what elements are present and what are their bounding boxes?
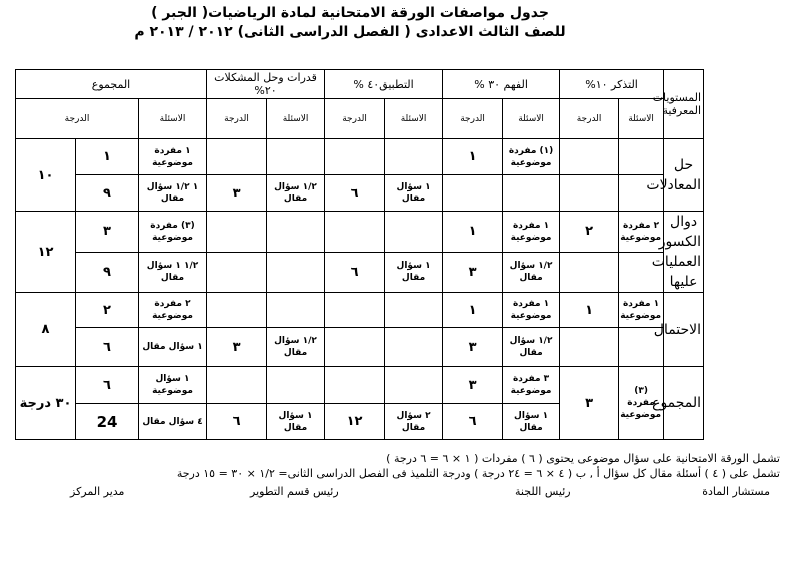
understand-grade-header: الدرجة	[443, 99, 503, 139]
signature-development-head: رئيس قسم التطوير	[250, 485, 339, 498]
sum-understand-grade-1: ٣	[443, 367, 503, 404]
sum-total-n2: 24	[76, 404, 139, 440]
level-fractions: دوال الكسور العمليات عليها	[664, 212, 704, 293]
sum-understand-q-2: ١ سؤال مقال	[503, 404, 560, 440]
sum-remember-q: (٣) مفردة موضوعية	[619, 367, 664, 440]
header-remember: التذكر ١٠%	[560, 70, 664, 99]
sum-total-n1: ٦	[76, 367, 139, 404]
frac-total-q2: ١/٢ ١ سؤال مقال	[139, 252, 207, 293]
eq-total-n1: ١	[76, 139, 139, 175]
header-total: المجموع	[16, 70, 207, 99]
frac-understand-q-2: ١/٢ سؤال مقال	[503, 252, 560, 293]
remember-questions-header: الاسئلة	[619, 99, 664, 139]
eq-understand-grade-1: ١	[443, 139, 503, 175]
specification-table	[15, 69, 790, 440]
footer-line-2: تشمل على ( ٤ ) أسئلة مقال كل سؤال أ , ب ( ٤ × ٦ = ٢٤ درجة ) ودرجة التلميذ فى الفصل الدراسى الثانى= ١/٢ × ٣٠ = ١٥ درجة	[176, 467, 780, 480]
document-title	[40, 4, 660, 42]
sum-problems-q: ١ سؤال مقال	[267, 404, 325, 440]
frac-remember-grade-1: ٢	[560, 212, 619, 253]
eq-total-q2: ١ ١/٢ سؤال مقال	[139, 175, 207, 212]
prob-understand-grade-1: ١	[443, 293, 503, 328]
prob-understand-grade-2: ٣	[443, 328, 503, 367]
prob-understand-q-2: ١/٢ سؤال مقال	[503, 328, 560, 367]
eq-apply-q-2: ١ سؤال مقال	[385, 175, 443, 212]
prob-problems-q-2: ١/٢ سؤال مقال	[267, 328, 325, 367]
total-grade-header: الدرجة	[16, 99, 139, 139]
sum-problems-grade: ٦	[207, 404, 267, 440]
prob-remember-q-1: ١ مفردة موضوعية	[619, 293, 664, 328]
level-probability: الاحتمال	[664, 293, 704, 367]
signature-subject-advisor: مستشار المادة	[702, 485, 770, 498]
total-questions-header: الاسئلة	[139, 99, 207, 139]
prob-total-n2: ٦	[76, 328, 139, 367]
prob-total-grade: ٨	[16, 293, 76, 367]
frac-apply-grade-2: ٦	[325, 252, 385, 293]
header-apply: التطبيق٤٠ %	[325, 70, 443, 99]
eq-total-n2: ٩	[76, 175, 139, 212]
frac-total-n1: ٣	[76, 212, 139, 253]
level-equations: حل المعادلات	[664, 139, 704, 212]
frac-total-n2: ٩	[76, 252, 139, 293]
sum-apply-grade: ١٢	[325, 404, 385, 440]
eq-problems-grade-2: ٣	[207, 175, 267, 212]
footer-line-1: تشمل الورقة الامتحانية على سؤال موضوعى يحتوى ( ٦ ) مفردات ( ١ × ٦ = ٦ درجة )	[386, 452, 780, 465]
frac-total-q1: (٣) مفردة موضوعية	[139, 212, 207, 253]
prob-understand-q-1: ١ مفردة موضوعية	[503, 293, 560, 328]
eq-apply-grade-2: ٦	[325, 175, 385, 212]
problems-grade-header: الدرجة	[207, 99, 267, 139]
prob-total-q2: ١ سؤال مقال	[139, 328, 207, 367]
prob-total-q1: ٢ مفردة موضوعية	[139, 293, 207, 328]
header-understand: الفهم ٣٠ %	[443, 70, 560, 99]
frac-understand-q-1: ١ مفردة موضوعية	[503, 212, 560, 253]
problems-questions-header: الاسئلة	[267, 99, 325, 139]
title-line-1: جدول مواصفات الورقة الامتحانية لمادة الرياضيات( الجبر )	[151, 5, 549, 21]
sum-total-q2: ٤ سؤال مقال	[139, 404, 207, 440]
remember-grade-header: الدرجة	[560, 99, 619, 139]
prob-remember-grade-1: ١	[560, 293, 619, 328]
eq-understand-q-1: (١) مفردة موضوعية	[503, 139, 560, 175]
title-line-2: للصف الثالث الاعدادى ( الفصل الدراسى الثانى) ٢٠١٢ / ٢٠١٣ م	[134, 24, 566, 40]
eq-total-grade: ١٠	[16, 139, 76, 212]
sum-total-q1: ١ سؤال موضوعية	[139, 367, 207, 404]
header-levels: المستويات المعرفية	[664, 70, 704, 139]
header-problems: قدرات وحل المشكلات ٢٠%	[207, 70, 325, 99]
apply-questions-header: الاسئلة	[385, 99, 443, 139]
frac-understand-grade-1: ١	[443, 212, 503, 253]
sum-apply-q: ٢ سؤال مقال	[385, 404, 443, 440]
frac-apply-q-2: ١ سؤال مقال	[385, 252, 443, 293]
sum-total-grade: ٣٠ درجة	[16, 367, 76, 440]
eq-total-q1: ١ مفردة موضوعية	[139, 139, 207, 175]
apply-grade-header: الدرجة	[325, 99, 385, 139]
sum-remember-grade: ٣	[560, 367, 619, 440]
signature-committee-head: رئيس اللجنة	[515, 485, 571, 498]
frac-understand-grade-2: ٣	[443, 252, 503, 293]
frac-remember-q-1: ٢ مفردة موضوعية	[619, 212, 664, 253]
sum-understand-grade-2: ٦	[443, 404, 503, 440]
eq-problems-q-2: ١/٢ سؤال مقال	[267, 175, 325, 212]
sum-understand-q-1: ٣ مفردة موضوعية	[503, 367, 560, 404]
understand-questions-header: الاسئلة	[503, 99, 560, 139]
level-total: المجموع	[664, 367, 704, 440]
prob-problems-grade-2: ٣	[207, 328, 267, 367]
frac-total-grade: ١٢	[16, 212, 76, 293]
signature-center-director: مدير المركز	[70, 485, 125, 498]
prob-total-n1: ٢	[76, 293, 139, 328]
